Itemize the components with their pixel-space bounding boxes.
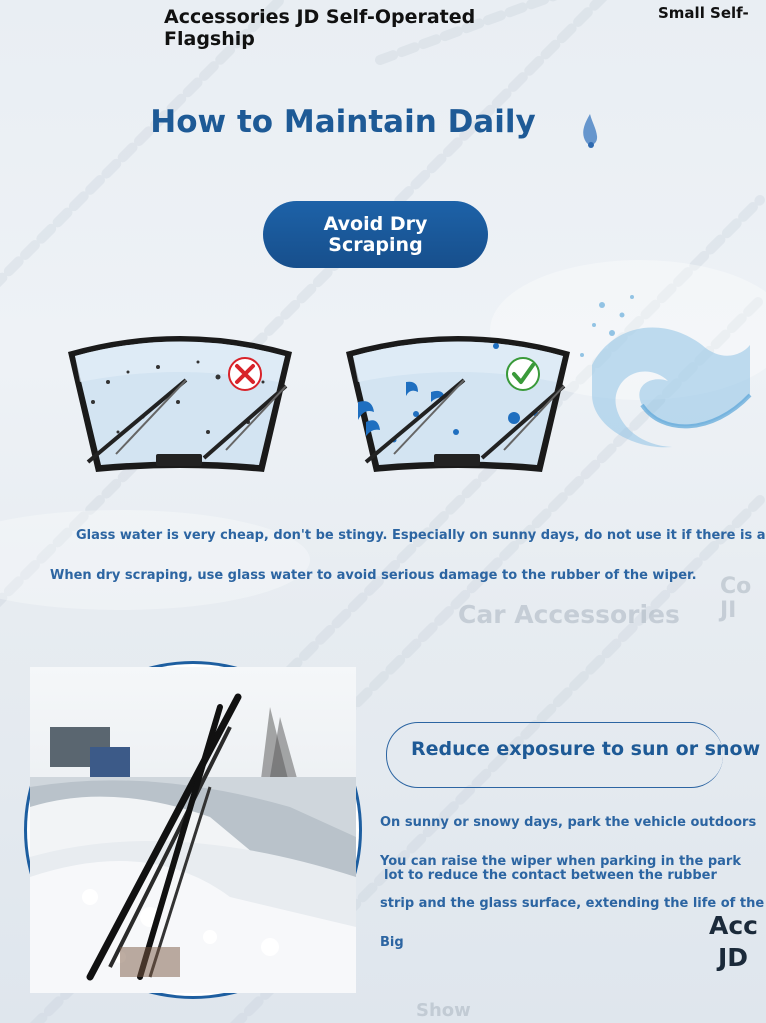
check-mark-icon xyxy=(507,358,539,390)
watermark-text-edge: Co JI xyxy=(720,574,752,623)
brand-text-line-1: Acc xyxy=(709,911,758,940)
small-store-label: Small Self- xyxy=(658,4,749,22)
cross-mark-icon xyxy=(229,358,261,390)
brand-text-line-2: JD xyxy=(718,943,749,972)
tip1-description-1: Glass water is very cheap, don't be stingy. Especially on sunny days, do not use it if there is a xyxy=(76,528,766,543)
page-title: How to Maintain Daily xyxy=(150,104,536,140)
tip2-line-5: Big xyxy=(380,935,404,950)
water-splash-image xyxy=(572,285,750,455)
tip2-line-2: You can raise the wiper when parking in the park xyxy=(380,854,741,869)
store-name: Accessories JD Self-Operated Flagship xyxy=(164,6,476,50)
windshield-wet-illustration xyxy=(336,322,580,486)
tip1-description-2: When dry scraping, use glass water to avoid serious damage to the rubber of the wiper. xyxy=(50,568,697,583)
tip2-line-1: On sunny or snowy days, park the vehicle outdoors xyxy=(380,815,757,830)
tip2-line-4: strip and the glass surface, extending the life of the xyxy=(380,896,765,911)
watermark-text: Car Accessories xyxy=(458,600,680,629)
avoid-dry-scraping-badge xyxy=(263,201,488,268)
tip2-line-3: lot to reduce the contact between the rubber xyxy=(384,868,717,883)
badge-label: Avoid Dry Scraping xyxy=(323,212,428,256)
snowy-wiper-photo xyxy=(30,667,356,993)
watermark-text-bottom: Show xyxy=(416,1000,471,1021)
windshield-dry-illustration xyxy=(58,322,302,486)
reduce-exposure-label: Reduce exposure to sun or snow xyxy=(411,738,761,760)
